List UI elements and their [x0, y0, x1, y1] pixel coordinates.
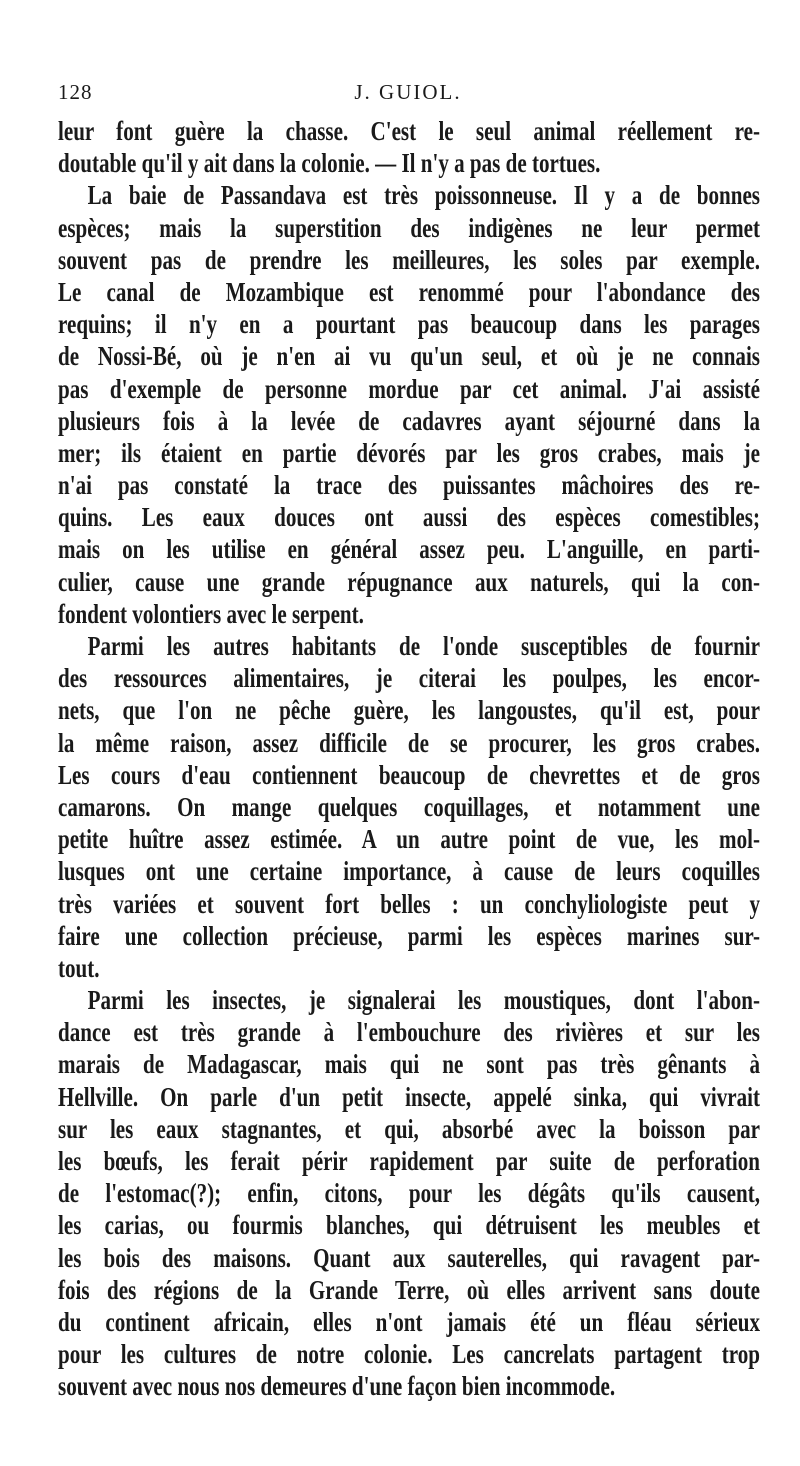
text-line: Parmi les insectes, je signalerai les moustiques, dont l'abon-	[87, 985, 760, 1016]
text-line: quins. Les eaux douces ont aussi des espèces comestibles;	[58, 502, 760, 533]
paragraph	[58, 179, 760, 630]
text-line: camarons. On mange quelques coquillages, et notamment une	[58, 791, 760, 822]
text-line: doutable qu'il y ait dans la colonie. — Il n'y a pas de tortues.	[58, 148, 601, 179]
text-line: les carias, ou fourmis blanches, qui détruisent les meubles et	[58, 1210, 760, 1241]
text-line: lusques ont une certaine importance, à cause de leurs coquilles	[58, 856, 760, 887]
text-line: tout.	[58, 952, 100, 983]
text-line: de Nossi-Bé, où je n'en ai vu qu'un seul, et où je ne connais	[58, 341, 760, 372]
text-line: mais on les utilise en général assez peu. L'anguille, en parti-	[58, 534, 760, 565]
text-line: sur les eaux stagnantes, et qui, absorbé avec la boisson par	[58, 1113, 760, 1144]
text-line: plusieurs fois à la levée de cadavres ayant séjourné dans la	[58, 405, 760, 436]
text-line: requins; il n'y en a pourtant pas beaucoup dans les parages	[58, 309, 760, 340]
text-line: la même raison, assez difficile de se procurer, les gros crabes.	[58, 727, 760, 758]
text-line: marais de Madagascar, mais qui ne sont pas très gênants à	[58, 1049, 760, 1080]
text-line: La baie de Passandava est très poissonneuse. Il y a de bonnes	[87, 180, 760, 211]
text-line: n'ai pas constaté la trace des puissantes mâchoires des re-	[58, 470, 760, 501]
text-line: des ressources alimentaires, je citerai les poulpes, les encor-	[58, 663, 760, 694]
text-line: les bois des maisons. Quant aux sauterelles, qui ravagent par-	[58, 1242, 760, 1273]
text-line: très variées et souvent fort belles : un conchyliologiste peut y	[58, 888, 760, 919]
body-text	[58, 115, 760, 1403]
text-line: du continent africain, elles n'ont jamais été un fléau sérieux	[58, 1306, 760, 1337]
text-line: pas d'exemple de personne mordue par cet animal. J'ai assisté	[58, 373, 760, 404]
page-number: 128	[58, 80, 93, 104]
text-line: pour les cultures de notre colonie. Les cancrelats partagent trop	[58, 1339, 760, 1370]
paragraph	[58, 115, 760, 179]
text-line: Le canal de Mozambique est renommé pour l'abondance des	[58, 276, 760, 307]
text-line: Les cours d'eau contiennent beaucoup de chevrettes et de gros	[58, 759, 760, 790]
text-line: leur font guère la chasse. C'est le seul animal réellement re-	[58, 116, 760, 146]
text-line: nets, que l'on ne pêche guère, les langoustes, qu'il est, pour	[58, 695, 760, 726]
page-header	[58, 80, 758, 110]
text-line: mer; ils étaient en partie dévorés par les gros crabes, mais je	[58, 437, 760, 468]
paragraph	[58, 630, 760, 984]
text-line: de l'estomac(?); enfin, citons, pour les dégâts qu'ils causent,	[58, 1178, 760, 1209]
running-head: J. GUIOL.	[354, 80, 462, 104]
text-line: fois des régions de la Grande Terre, où elles arrivent sans doute	[58, 1274, 760, 1305]
text-line: les bœufs, les ferait périr rapidement par suite de perforation	[58, 1146, 760, 1176]
text-line: souvent avec nous nos demeures d'une façon bien incommode.	[58, 1371, 616, 1402]
text-line: Parmi les autres habitants de l'onde susceptibles de fournir	[87, 631, 760, 661]
text-line: culier, cause une grande répugnance aux naturels, qui la con-	[58, 566, 760, 597]
text-line: petite huître assez estimée. A un autre point de vue, les mol-	[58, 824, 760, 855]
text-line: dance est très grande à l'embouchure des rivières et sur les	[58, 1017, 760, 1048]
paragraph	[58, 984, 760, 1402]
text-line: faire une collection précieuse, parmi les espèces marines sur-	[58, 920, 760, 951]
text-line: Hellville. On parle d'un petit insecte, appelé sinka, qui vivrait	[58, 1081, 760, 1112]
text-line: espèces; mais la superstition des indigènes ne leur permet	[58, 212, 760, 243]
text-line: fondent volontiers avec le serpent.	[58, 598, 364, 629]
text-line: souvent pas de prendre les meilleures, les soles par exemple.	[58, 244, 760, 275]
